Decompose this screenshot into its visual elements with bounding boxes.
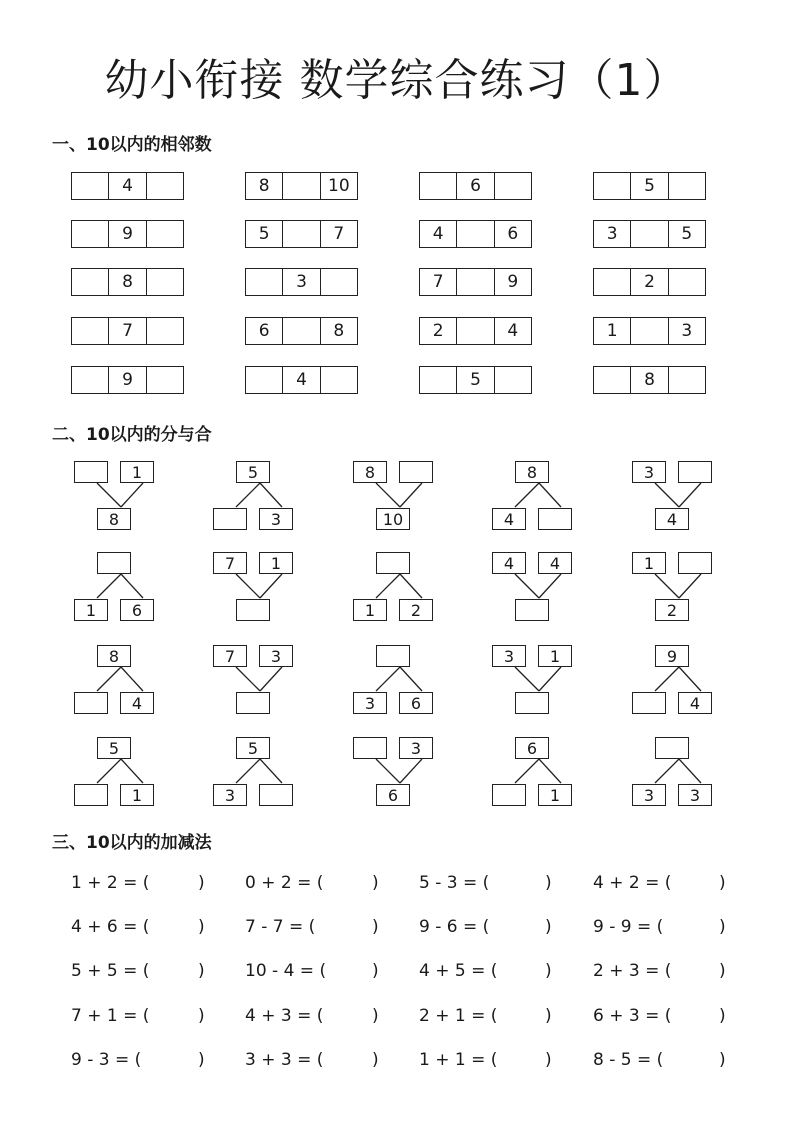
number-cell: 1 [606, 321, 618, 341]
blank-answer-cell[interactable] [668, 173, 705, 199]
number-cell: 7 [320, 221, 357, 247]
number-bond-down [213, 461, 309, 539]
equation-expression: 4 + 6 = ( [71, 917, 150, 937]
equation-expression: 2 + 1 = ( [419, 1006, 498, 1026]
answer-close-paren: ) [719, 1050, 726, 1070]
connector-line [679, 759, 701, 783]
connector-line [260, 667, 282, 691]
answer-close-paren: ) [719, 917, 726, 937]
blank-answer-box[interactable] [632, 692, 666, 714]
number-box: 4 [492, 508, 526, 530]
blank-answer-cell[interactable] [72, 221, 108, 247]
blank-answer-cell[interactable] [494, 173, 531, 199]
equation-expression: 1 + 1 = ( [419, 1050, 498, 1070]
blank-answer-box[interactable] [74, 784, 108, 806]
connector-line [121, 667, 143, 691]
neighbor-box [245, 317, 358, 345]
number-box: 8 [97, 645, 131, 667]
connector-line [236, 574, 260, 598]
neighbor-box [419, 268, 532, 296]
blank-answer-cell[interactable] [246, 367, 282, 393]
number-box: 4 [538, 552, 572, 574]
blank-answer-box[interactable] [74, 461, 108, 483]
neighbor-box [593, 220, 706, 248]
connector-line [679, 667, 701, 691]
answer-close-paren: ) [198, 1006, 205, 1026]
equation-expression: 4 + 5 = ( [419, 961, 498, 981]
connector-line [121, 483, 143, 507]
number-bond-up [213, 552, 309, 630]
blank-answer-cell[interactable] [630, 221, 667, 247]
connector-line [376, 759, 400, 783]
neighbor-box [245, 220, 358, 248]
blank-answer-box[interactable] [515, 599, 549, 621]
blank-answer-box[interactable] [655, 737, 689, 759]
blank-answer-cell[interactable] [668, 269, 705, 295]
number-box: 6 [376, 784, 410, 806]
number-cell: 7 [432, 272, 444, 292]
connector-line [376, 574, 400, 598]
number-box: 3 [678, 784, 712, 806]
number-box: 8 [515, 461, 549, 483]
equation-expression: 4 + 2 = ( [593, 873, 672, 893]
number-cell: 6 [456, 173, 493, 199]
number-box: 5 [236, 461, 270, 483]
number-box: 6 [515, 737, 549, 759]
number-box: 3 [632, 784, 666, 806]
number-box: 1 [353, 599, 387, 621]
connector-line [655, 574, 679, 598]
number-cell: 4 [494, 318, 531, 344]
number-box: 2 [655, 599, 689, 621]
number-cell: 8 [630, 367, 667, 393]
number-box: 5 [236, 737, 270, 759]
blank-answer-box[interactable] [74, 692, 108, 714]
blank-answer-cell[interactable] [456, 269, 493, 295]
equation-expression: 9 - 3 = ( [71, 1050, 142, 1070]
answer-close-paren: ) [719, 1006, 726, 1026]
connector-line [679, 574, 701, 598]
blank-answer-box[interactable] [259, 784, 293, 806]
equation-expression: 1 + 2 = ( [71, 873, 150, 893]
neighbor-box [71, 366, 184, 394]
neighbor-box [419, 366, 532, 394]
neighbor-box [71, 220, 184, 248]
number-cell: 5 [258, 224, 270, 244]
equation-expression: 3 + 3 = ( [245, 1050, 324, 1070]
neighbor-box [419, 220, 532, 248]
blank-answer-cell[interactable] [420, 173, 456, 199]
neighbor-box [593, 317, 706, 345]
blank-answer-cell[interactable] [594, 173, 630, 199]
number-bond-up [74, 461, 170, 539]
blank-answer-cell[interactable] [146, 269, 183, 295]
number-cell: 6 [494, 221, 531, 247]
section-heading-neighbors: 一、10以内的相邻数 [52, 135, 212, 155]
blank-answer-cell[interactable] [282, 173, 319, 199]
connector-line [236, 667, 260, 691]
number-cell: 5 [456, 367, 493, 393]
answer-close-paren: ) [372, 1006, 379, 1026]
number-cell: 5 [668, 221, 705, 247]
blank-answer-box[interactable] [376, 645, 410, 667]
number-box: 4 [120, 692, 154, 714]
blank-answer-box[interactable] [236, 692, 270, 714]
section-heading-decomposition: 二、10以内的分与合 [52, 425, 212, 445]
connector-line [515, 667, 539, 691]
blank-answer-cell[interactable] [146, 173, 183, 199]
number-cell: 4 [282, 367, 319, 393]
connector-line [539, 483, 561, 507]
connector-line [655, 483, 679, 507]
connector-line [400, 483, 422, 507]
answer-close-paren: ) [198, 917, 205, 937]
neighbor-box [419, 317, 532, 345]
neighbor-box [593, 268, 706, 296]
number-bond-down [492, 461, 588, 539]
number-cell: 5 [630, 173, 667, 199]
equation-expression: 10 - 4 = ( [245, 961, 327, 981]
answer-close-paren: ) [545, 961, 552, 981]
equation-expression: 6 + 3 = ( [593, 1006, 672, 1026]
number-cell: 3 [282, 269, 319, 295]
answer-close-paren: ) [545, 1006, 552, 1026]
number-box: 1 [259, 552, 293, 574]
section-heading-arithmetic: 三、10以内的加减法 [52, 833, 212, 853]
number-box: 3 [213, 784, 247, 806]
answer-close-paren: ) [198, 1050, 205, 1070]
number-cell: 3 [606, 224, 618, 244]
connector-line [97, 574, 121, 598]
equation-expression: 5 + 5 = ( [71, 961, 150, 981]
blank-answer-cell[interactable] [420, 367, 456, 393]
blank-answer-box[interactable] [515, 692, 549, 714]
connector-line [236, 483, 260, 507]
connector-line [400, 667, 422, 691]
number-box: 4 [655, 508, 689, 530]
connector-line [376, 483, 400, 507]
number-cell: 9 [494, 269, 531, 295]
blank-answer-cell[interactable] [456, 221, 493, 247]
answer-close-paren: ) [198, 961, 205, 981]
equation-expression: 9 - 6 = ( [419, 917, 490, 937]
connector-line [400, 759, 422, 783]
connector-line [515, 483, 539, 507]
number-cell: 8 [320, 318, 357, 344]
blank-answer-cell[interactable] [320, 367, 357, 393]
number-box: 10 [376, 508, 410, 530]
blank-answer-cell[interactable] [320, 269, 357, 295]
answer-close-paren: ) [372, 917, 379, 937]
answer-close-paren: ) [198, 873, 205, 893]
number-box: 4 [492, 552, 526, 574]
number-box: 1 [120, 461, 154, 483]
blank-answer-box[interactable] [376, 552, 410, 574]
number-box: 7 [213, 552, 247, 574]
number-bond-down [492, 737, 588, 815]
connector-line [539, 574, 561, 598]
number-bond-up [492, 552, 588, 630]
blank-answer-box[interactable] [236, 599, 270, 621]
number-bond-down [74, 737, 170, 815]
number-bond-up [632, 461, 728, 539]
blank-answer-cell[interactable] [146, 318, 183, 344]
equation-expression: 7 - 7 = ( [245, 917, 316, 937]
answer-close-paren: ) [372, 1050, 379, 1070]
number-bond-down [632, 645, 728, 723]
number-cell: 9 [108, 221, 145, 247]
number-box: 8 [97, 508, 131, 530]
neighbor-box [245, 366, 358, 394]
number-box: 3 [353, 692, 387, 714]
number-box: 3 [492, 645, 526, 667]
blank-answer-cell[interactable] [246, 269, 282, 295]
connector-line [97, 759, 121, 783]
number-bond-down [74, 552, 170, 630]
number-cell: 4 [108, 173, 145, 199]
connector-line [121, 574, 143, 598]
answer-close-paren: ) [372, 873, 379, 893]
number-box: 8 [353, 461, 387, 483]
equation-expression: 7 + 1 = ( [71, 1006, 150, 1026]
number-bond-down [353, 552, 449, 630]
blank-answer-cell[interactable] [72, 367, 108, 393]
number-box: 3 [259, 508, 293, 530]
connector-line [121, 759, 143, 783]
number-box: 3 [632, 461, 666, 483]
number-box: 3 [399, 737, 433, 759]
number-cell: 9 [108, 367, 145, 393]
number-bond-up [353, 737, 449, 815]
number-bond-down [213, 737, 309, 815]
neighbor-box [71, 317, 184, 345]
number-cell: 2 [432, 321, 444, 341]
number-cell: 8 [108, 269, 145, 295]
blank-answer-cell[interactable] [594, 367, 630, 393]
connector-line [539, 759, 561, 783]
blank-answer-box[interactable] [353, 737, 387, 759]
connector-line [376, 667, 400, 691]
page-title: 幼小衔接 数学综合练习（1） [104, 55, 689, 106]
blank-answer-box[interactable] [97, 552, 131, 574]
blank-answer-box[interactable] [538, 508, 572, 530]
blank-answer-cell[interactable] [146, 367, 183, 393]
answer-close-paren: ) [372, 961, 379, 981]
connector-line [260, 759, 282, 783]
blank-answer-cell[interactable] [72, 269, 108, 295]
number-box: 7 [213, 645, 247, 667]
answer-close-paren: ) [545, 873, 552, 893]
blank-answer-box[interactable] [678, 552, 712, 574]
equation-expression: 4 + 3 = ( [245, 1006, 324, 1026]
equation-expression: 9 - 9 = ( [593, 917, 664, 937]
blank-answer-cell[interactable] [630, 318, 667, 344]
number-bond-down [632, 737, 728, 815]
blank-answer-box[interactable] [213, 508, 247, 530]
neighbor-box [71, 268, 184, 296]
number-box: 4 [678, 692, 712, 714]
blank-answer-cell[interactable] [668, 367, 705, 393]
connector-line [97, 483, 121, 507]
blank-answer-box[interactable] [399, 461, 433, 483]
number-box: 9 [655, 645, 689, 667]
number-cell: 10 [320, 173, 357, 199]
neighbor-box [245, 172, 358, 200]
number-box: 5 [97, 737, 131, 759]
neighbor-box [593, 172, 706, 200]
number-box: 1 [120, 784, 154, 806]
neighbor-box [245, 268, 358, 296]
number-cell: 2 [630, 269, 667, 295]
number-bond-up [632, 552, 728, 630]
blank-answer-cell[interactable] [282, 318, 319, 344]
number-cell: 4 [432, 224, 444, 244]
number-bond-up [353, 461, 449, 539]
neighbor-box [593, 366, 706, 394]
connector-line [97, 667, 121, 691]
connector-line [679, 483, 701, 507]
connector-line [539, 667, 561, 691]
answer-close-paren: ) [545, 1050, 552, 1070]
blank-answer-cell[interactable] [72, 318, 108, 344]
number-box: 1 [74, 599, 108, 621]
number-box: 3 [259, 645, 293, 667]
number-bond-down [74, 645, 170, 723]
connector-line [400, 574, 422, 598]
number-box: 1 [538, 784, 572, 806]
number-bond-down [353, 645, 449, 723]
blank-answer-cell[interactable] [72, 173, 108, 199]
number-box: 1 [632, 552, 666, 574]
number-bond-up [213, 645, 309, 723]
answer-close-paren: ) [719, 873, 726, 893]
blank-answer-box[interactable] [492, 784, 526, 806]
connector-line [515, 574, 539, 598]
number-box: 6 [120, 599, 154, 621]
number-bond-up [492, 645, 588, 723]
number-box: 2 [399, 599, 433, 621]
blank-answer-cell[interactable] [456, 318, 493, 344]
connector-line [260, 574, 282, 598]
blank-answer-box[interactable] [678, 461, 712, 483]
answer-close-paren: ) [545, 917, 552, 937]
connector-line [260, 483, 282, 507]
number-box: 1 [538, 645, 572, 667]
number-cell: 3 [668, 318, 705, 344]
equation-expression: 8 - 5 = ( [593, 1050, 664, 1070]
equation-expression: 0 + 2 = ( [245, 873, 324, 893]
number-cell: 6 [258, 321, 270, 341]
neighbor-box [71, 172, 184, 200]
number-cell: 8 [258, 176, 270, 196]
equation-expression: 5 - 3 = ( [419, 873, 490, 893]
blank-answer-cell[interactable] [594, 269, 630, 295]
number-cell: 7 [108, 318, 145, 344]
neighbor-box [419, 172, 532, 200]
connector-line [236, 759, 260, 783]
blank-answer-cell[interactable] [494, 367, 531, 393]
connector-line [655, 667, 679, 691]
number-box: 6 [399, 692, 433, 714]
connector-line [655, 759, 679, 783]
connector-line [515, 759, 539, 783]
answer-close-paren: ) [719, 961, 726, 981]
blank-answer-cell[interactable] [282, 221, 319, 247]
equation-expression: 2 + 3 = ( [593, 961, 672, 981]
blank-answer-cell[interactable] [146, 221, 183, 247]
